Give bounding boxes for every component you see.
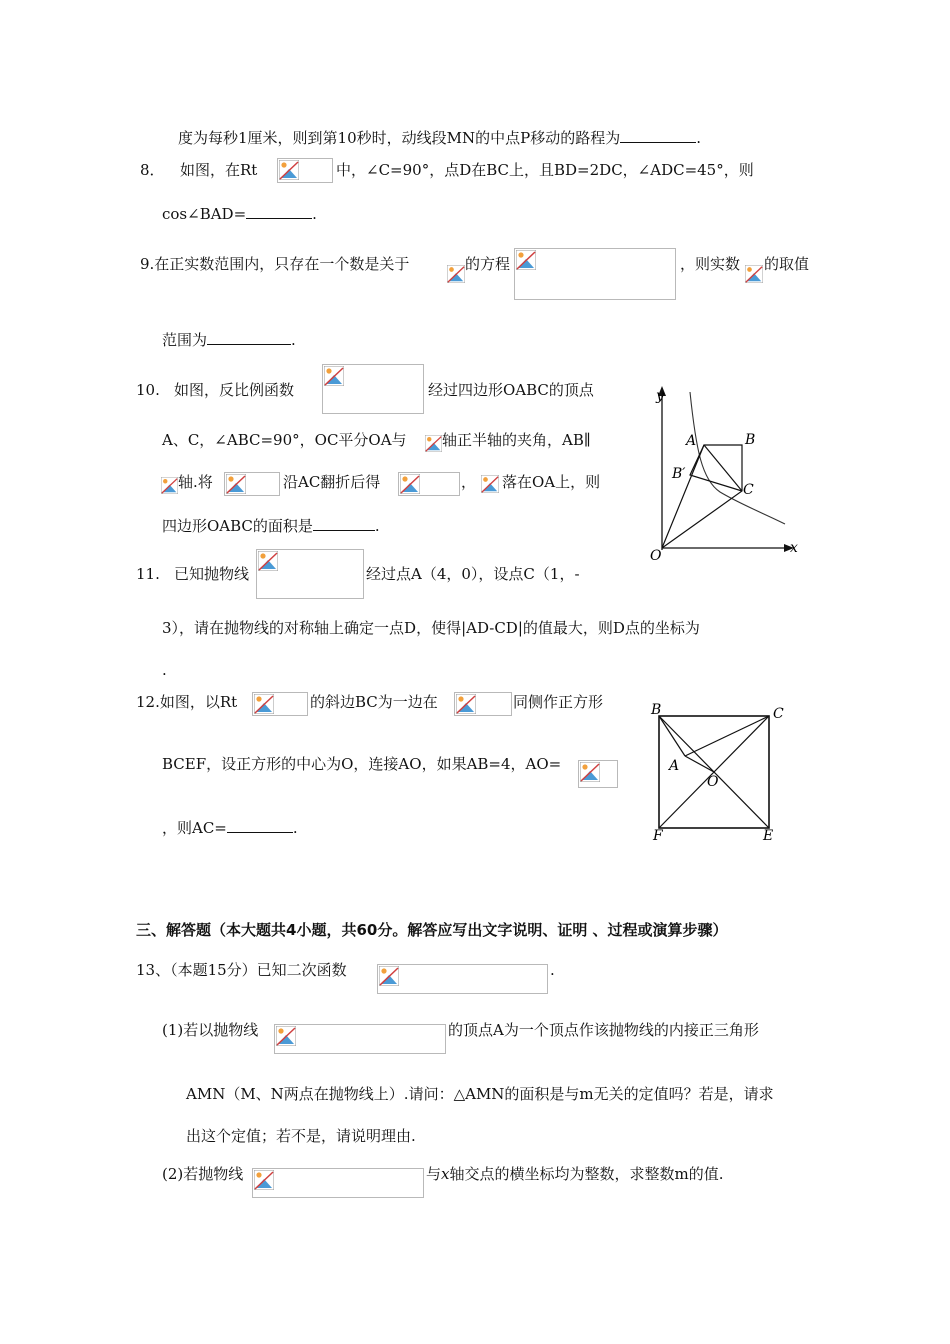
segment-ac [685,716,769,756]
triangle-image [454,692,512,716]
q10-line3-b: 沿AC翻折后得 [283,473,381,491]
equation-image [514,248,676,300]
segment-ba [659,716,685,756]
hyperbola-curve [690,392,785,524]
q10-line1: 如图，反比例函数 [174,381,295,399]
q8-line1-text: 如图，在Rt [180,161,258,179]
q13-p1-line1: (1)若以抛物线 [162,1021,259,1039]
q12-figure [645,700,795,845]
q9-line1-c: ，则实数 [680,255,741,273]
broken-image-icon [424,434,442,454]
broken-image-icon [480,474,500,494]
folded-triangle [690,445,742,491]
label-c: C [773,706,784,722]
q11-line2: 3），请在抛物线的对称轴上确定一点D，使得|AD-CD|的值最大，则D点的坐标为 [162,619,700,637]
segment-ao [685,756,714,772]
label-o: O [650,548,662,564]
q11-line3: . [162,661,167,679]
broken-image-icon [277,158,333,183]
q11-line1-b: 经过点A（4，0），设点C（1，- [366,565,580,583]
label-e: E [763,828,774,844]
q8-line2: cos∠BAD= . [162,205,317,223]
q13-line1: 13、（本题15分）已知二次函数 [136,961,347,979]
q9-line1-b: 的方程 [465,255,511,273]
triangle-image [252,692,308,716]
q13-line1-end: . [550,961,555,979]
q9-line1: 9.在正实数范围内，只存在一个数是关于 [140,255,410,273]
answer-blank [207,330,291,345]
q10-line2-b: 轴正半轴的夹角，AB∥ [442,431,591,449]
function-image [322,364,424,414]
q13-p1-line2: AMN（M、N两点在抛物线上）.请问：△AMN的面积是与m无关的定值吗？若是，请求 [186,1085,774,1103]
q10-line3-c: ， [461,473,477,491]
label-b: B [651,702,662,718]
q12-line3: ，则AC= . [162,819,298,837]
label-a: A [669,758,680,774]
q12-line1-c: 同侧作正方形 [513,693,604,711]
answer-blank [246,204,312,219]
q9-line1-d: 的取值 [764,255,810,273]
label-f: F [653,828,663,844]
parabola-image [274,1024,446,1054]
triangle-image [224,472,280,496]
q10-line3: 轴.将 [178,473,213,491]
q13-p2-line1-b: 与x轴交点的横坐标均为整数，求整数m的值. [426,1165,724,1183]
broken-image-icon [446,264,466,286]
q10-line3-d: 落在OA上，则 [502,473,601,491]
q13-p2-line1: (2)若抛物线 [162,1165,244,1183]
answer-blank [620,128,696,143]
broken-image-icon [160,476,178,496]
label-a: A [686,433,697,449]
quadratic-image [377,964,548,994]
q8-line1: 8． [140,161,165,179]
q12-line1: 12.如图，以Rt [136,693,238,711]
q13-p1-line1-b: 的顶点A为一个顶点作该抛物线的内接正三角形 [448,1021,759,1039]
q11-num: 11. [136,565,160,583]
q7-continuation: 度为每秒1厘米，则到第10秒时，动线段MN的中点P移动的路程为 . [178,129,701,147]
q12-line1-b: 的斜边BC为一边在 [310,693,438,711]
quadrilateral-oabc [662,445,742,548]
broken-image-icon [744,264,764,286]
label-y: y [656,388,664,404]
q10-figure [640,380,815,565]
parabola-image [256,549,364,599]
label-c: C [743,482,754,498]
label-x: x [790,540,798,556]
q10-line2: A、C，∠ABC=90°，OC平分OA与 [162,431,407,449]
answer-blank [313,516,375,531]
q8-line1-rest: 中，∠C=90°，点D在BC上，且BD=2DC，∠ADC=45°，则 [336,161,754,179]
label-b: B [745,432,756,448]
answer-blank [227,818,293,833]
label-b-prime: B′ [672,466,686,482]
q9-line2: 范围为 . [162,331,296,349]
value-image [578,760,618,788]
q13-p1-line3: 出这个定值；若不是，请说明理由. [186,1127,416,1145]
q10-line1-b: 经过四边形OABC的顶点 [428,381,594,399]
q11-line1: 已知抛物线 [174,565,250,583]
parabola-image [252,1168,424,1198]
section-3-heading: 三、解答题（本大题共4小题，共60分。解答应写出文字说明、证明 、过程或演算步骤） [136,921,728,939]
q10-num: 10. [136,381,160,399]
label-o: O [707,774,719,790]
triangle-image [398,472,460,496]
q10-line4: 四边形OABC的面积是 . [162,517,380,535]
segment-ac [704,445,742,491]
q12-line2: BCEF，设正方形的中心为O，连接AO，如果AB=4，AO= [162,755,562,773]
